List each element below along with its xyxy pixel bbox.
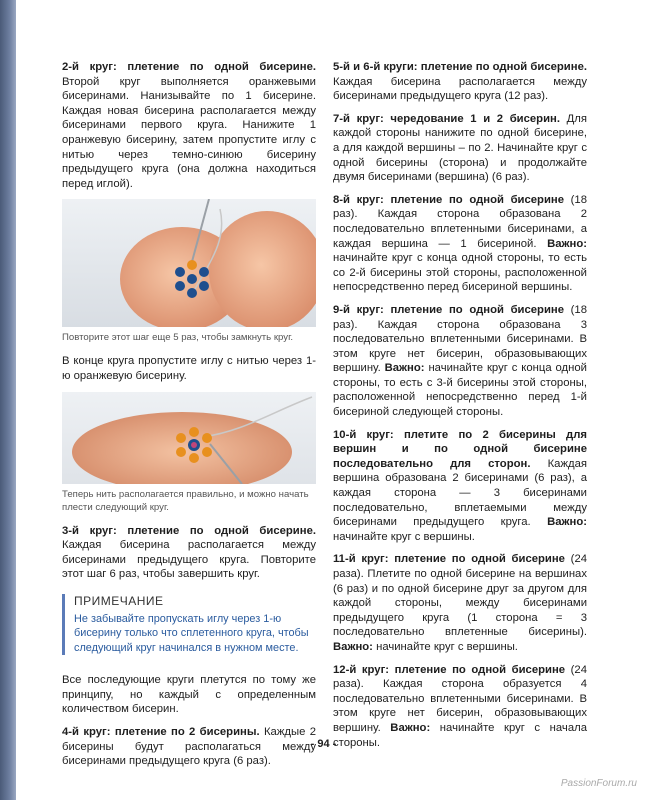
note-heading: ПРИМЕЧАНИЕ bbox=[74, 593, 164, 608]
right-column bbox=[333, 60, 587, 758]
note-body: Не забывайте пропускать иглу через 1-ю бисерину только что сплетенного круга, чтобы следующий круг начинался в нужном месте. bbox=[74, 612, 309, 654]
paragraph-round-9: 9-й круг: плетение по одной бисерине (18 раз). Каждая сторона образована 3 последовательно вплетенными бисеринами. В этом круге нет бисерин, образовывающих вершину. Важно: начинайте круг с конца одной стороны, то есть с 3-й бисерины этой стороны, расположенной непосредственно перед 1-й бисериной следующей стороны. bbox=[333, 303, 587, 419]
note-box bbox=[62, 590, 316, 661]
photo-round-2-complete bbox=[62, 392, 316, 484]
photo-caption-1: Повторите этот шаг еще 5 раз, чтобы замкнуть круг. bbox=[62, 332, 294, 344]
paragraph-round-3: 3-й круг: плетение по одной бисерине. Каждая бисерина располагается между бисеринами предыдущего круга. Повторите этот шаг 6 раз, чтобы завершить круг. bbox=[62, 524, 316, 581]
paragraph-following-rounds: Все последующие круги плетутся по тому же принципу, но каждый с определенным количеством бисерин. bbox=[62, 674, 316, 716]
book-spine-edge bbox=[0, 0, 16, 800]
paragraph-round-5-6: 5-й и 6-й круги: плетение по одной бисерине. Каждая бисерина располагается между бисеринами предыдущего круга (12 раз). bbox=[333, 61, 587, 103]
left-column bbox=[62, 60, 316, 777]
paragraph-round-8: 8-й круг: плетение по одной бисерине (18 раз). Каждая сторона образована 2 последовательно вплетенными бисеринами, а каждая вершина — 1 бисериной. Важно: начинайте круг с конца одной стороны, то есть со 2-й бисерины этой стороны, расположенной непосредственно перед бисериной вершины. bbox=[333, 193, 587, 294]
paragraph-round-4: 4-й круг: плетение по 2 бисерины. Каждые 2 бисерины будут располагаться между бисеринами предыдущего круга (6 раз). bbox=[62, 726, 316, 768]
watermark: PassionForum.ru bbox=[560, 778, 637, 789]
paragraph-round-2: 2-й круг: плетение по одной бисерине. Второй круг выполняется оранжевыми бисеринами. Нанизывайте по 1 бисерине. Каждая новая бисерина располагается между бисеринами первого круга. Нанижите 1 оранжевую бисерину, затем пропустите иглу с нитью через темно-синюю бисерину предыдущего круга (она должна находиться перед иглой). bbox=[62, 61, 316, 190]
paragraph-round-11: 11-й круг: плетение по одной бисерине (24 раза). Плетите по одной бисерине на вершинах (6 раз) и по одной бисерине друг за другом для каждой стороны, между бисеринами предыдущего круга (1 сторона = 3 последовательно вплетенные бисерины). Важно: начинайте круг с вершины. bbox=[333, 553, 588, 653]
paragraph-round-7: 7-й круг: чередование 1 и 2 бисерин. Для каждой стороны нанижите по одной бисерине, а для каждой вершины – по 2. Начинайте круг с одной бисерины (сторона) и продолжайте двумя бисеринами (вершина) (6 раз). bbox=[333, 112, 587, 184]
paragraph-round-12: 12-й круг: плетение по одной бисерине (24 раза). Каждая сторона образуется 4 последовательно вплетенными бисеринами. В этом круге нет бисерин, образовывающих вершину. Важно: начинайте круг с начала стороны. bbox=[333, 663, 587, 749]
page-number: - 94 - bbox=[310, 738, 337, 750]
paragraph-end-of-round: В конце круга пропустите иглу с нитью через 1-ю оранжевую бисерину. bbox=[62, 355, 316, 382]
photo-caption-2: Теперь нить располагается правильно, и можно начать плести следующий круг. bbox=[62, 488, 309, 513]
note-accent-bar bbox=[62, 594, 65, 655]
photo-round-2-step bbox=[62, 199, 316, 327]
paragraph-round-10: 10-й круг: плетите по 2 бисерины для вершин и по одной бисерине последовательно для сторон. Каждая вершина образована 2 бисеринами (6 раз), а каждая сторона — 3 бисеринами последовательно, вплетаемыми между бисеринами предыдущего круга. Важно: начинайте круг с вершины. bbox=[333, 428, 587, 543]
